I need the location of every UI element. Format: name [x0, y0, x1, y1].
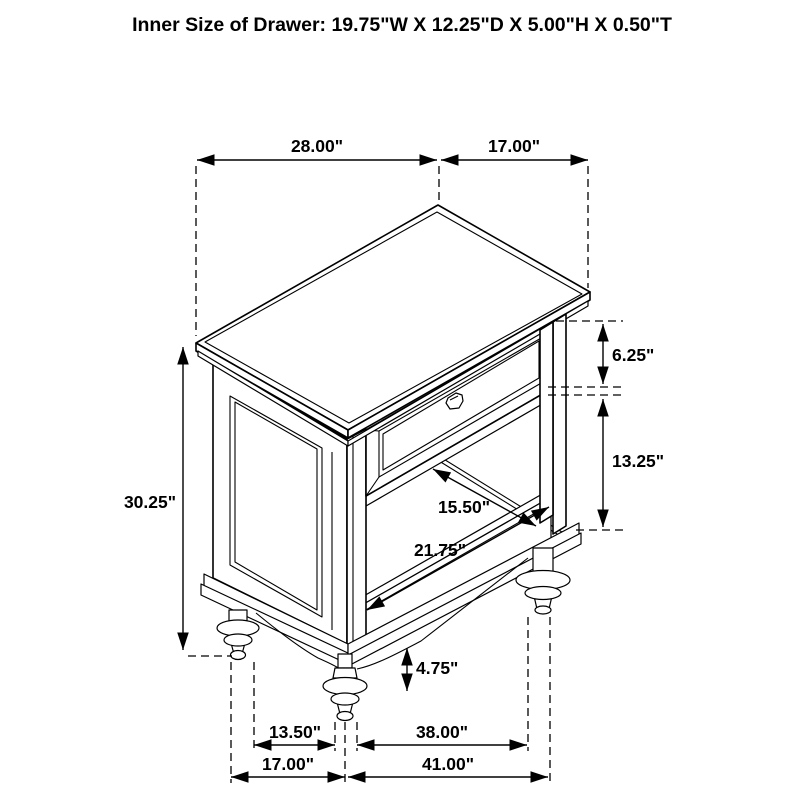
dim-label-drawer-height: 6.25"	[612, 345, 655, 365]
dim-top-depth	[441, 136, 588, 160]
dim-label-leg-height: 4.75"	[416, 658, 459, 678]
dim-label-leg-spacing-side: 13.50"	[268, 722, 322, 742]
dim-label-top-depth: 17.00"	[487, 136, 541, 156]
dim-base-width	[348, 754, 548, 777]
right-side-return-stile	[553, 314, 566, 534]
dim-leg-spacing-side	[254, 722, 335, 745]
dim-label-overall-height: 30.25"	[123, 492, 177, 512]
front-left-stile	[347, 429, 366, 652]
dim-top-width	[197, 136, 437, 160]
dim-shelf-height	[603, 399, 664, 527]
dim-overall-height	[124, 347, 183, 650]
dim-label-base-width: 41.00"	[421, 754, 475, 774]
dim-drawer-height	[603, 324, 654, 384]
front-left-leg	[323, 654, 367, 721]
dim-leg-height	[407, 648, 458, 691]
dim-label-shelf-width: 21.75"	[413, 540, 467, 560]
dim-shelf-depth	[433, 469, 536, 526]
dim-label-shelf-depth: 15.50"	[437, 497, 491, 517]
dim-label-top-width: 28.00"	[290, 136, 344, 156]
dim-label-leg-spacing-front: 38.00"	[415, 722, 469, 742]
dim-leg-spacing-front	[357, 722, 527, 745]
dim-base-depth	[231, 754, 345, 777]
front-right-stile	[540, 322, 553, 523]
nightstand-drawing	[196, 205, 590, 721]
diagram-title: Inner Size of Drawer: 19.75"W X 12.25"D X 5.00"H X 0.50"T	[132, 14, 672, 36]
dim-label-base-depth: 17.00"	[261, 754, 315, 774]
dim-label-shelf-height: 13.25"	[612, 451, 665, 471]
